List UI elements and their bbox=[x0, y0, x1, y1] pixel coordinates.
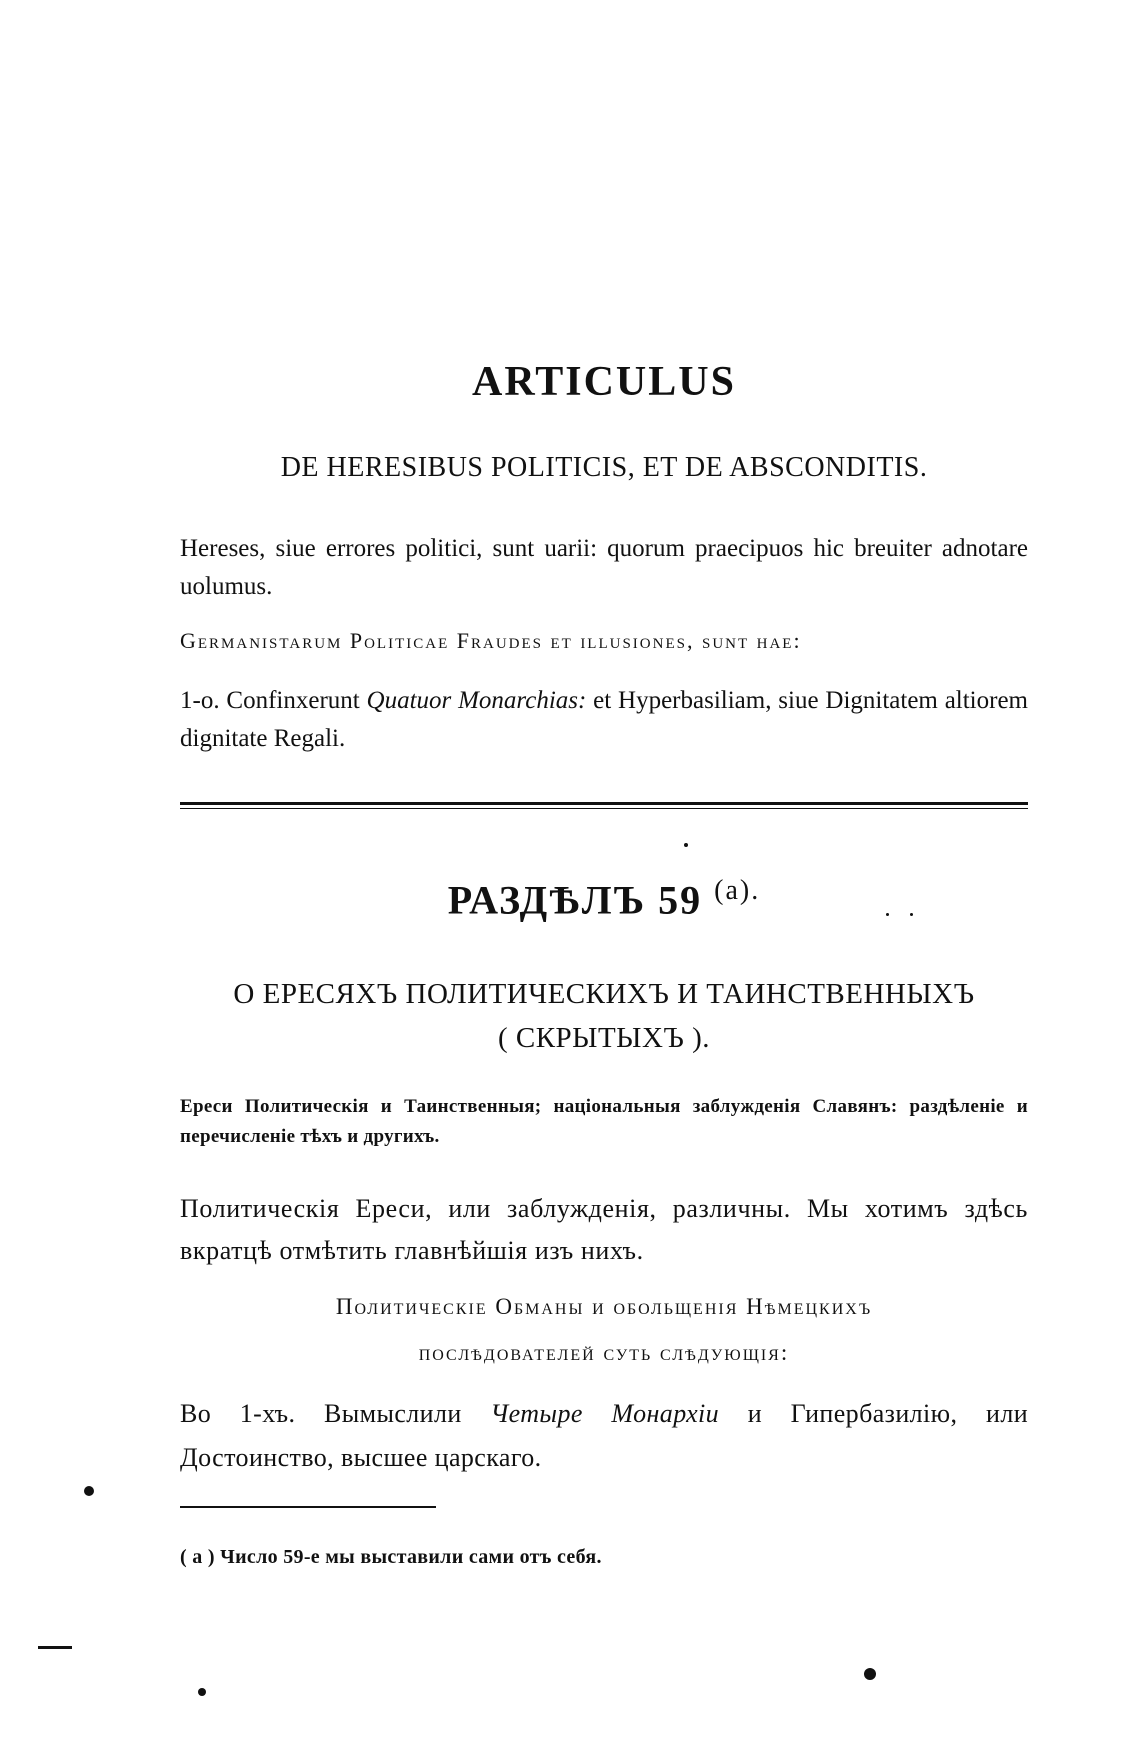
footnote-reference: (а). bbox=[714, 875, 761, 906]
latin-item-prefix: 1-o. Confinxerunt bbox=[180, 687, 360, 714]
scan-speck bbox=[84, 1486, 94, 1496]
footnote-text: ( а ) Число 59-е мы выставили сами отъ себя. bbox=[180, 1546, 602, 1568]
russian-subtitle-line-1: О ЕРЕСЯХЪ ПОЛИТИЧЕСКИХЪ И ТАИНСТВЕННЫХЪ bbox=[233, 978, 975, 1010]
russian-title-text: РАЗДѢЛЪ 59 bbox=[447, 877, 703, 923]
scan-speck bbox=[910, 913, 913, 916]
russian-subtitle-line-2: ( СКРЫТЫХЪ ). bbox=[497, 1022, 711, 1054]
footnote-rule bbox=[180, 1506, 436, 1508]
latin-item-suffix: et Hyperbasiliam, siue Dignitatem altiorem dignitate Regali. bbox=[180, 687, 1028, 752]
scan-mark bbox=[38, 1646, 72, 1649]
russian-section-subtitle bbox=[180, 972, 1028, 1060]
latin-intro-paragraph: Hereses, siue errores politici, sunt uarii: quorum praecipuos hic breuiter adnotare uolumus. bbox=[180, 535, 1028, 600]
russian-item-prefix: Во 1-хъ. Вымыслили bbox=[180, 1399, 462, 1428]
scan-speck bbox=[684, 843, 688, 847]
latin-item-italic: Quatuor Monarchias: bbox=[366, 687, 587, 714]
russian-item-suffix: и Гипербазилію, или Достоинство, высшее царскаго. bbox=[180, 1399, 1029, 1472]
latin-list-item bbox=[180, 682, 1028, 758]
scan-speck bbox=[864, 1668, 876, 1680]
russian-list-item bbox=[180, 1392, 1028, 1480]
russian-summary-paragraph: Ереси Политическія и Таинственныя; національныя заблужденія Славянъ: раздѣленіе и перечисленіе тѣхъ и другихъ. bbox=[180, 1096, 1028, 1147]
latin-article-subtitle: DE HERESIBUS POLITICIS, ET DE ABSCONDITIS. bbox=[280, 452, 928, 483]
section-divider-rule bbox=[180, 802, 1028, 809]
russian-intro-paragraph: Политическія Ереси, или заблужденія, различны. Мы хотимъ здѣсь вкратцѣ отмѣтить главнѣйшія изъ нихъ. bbox=[180, 1194, 1028, 1265]
russian-section-heading bbox=[180, 1284, 1028, 1376]
russian-heading-line-1: Политическіе Обманы и обольщенія Нѣмецкихъ bbox=[335, 1294, 873, 1319]
latin-article-title: ARTICULUS bbox=[472, 359, 736, 405]
russian-heading-line-2: послѣдователей суть слѣдующія: bbox=[418, 1340, 790, 1365]
latin-section-heading: Germanistarum Politicae Fraudes et illusiones, sunt hae: bbox=[180, 628, 802, 653]
scan-speck bbox=[198, 1688, 206, 1696]
russian-item-italic: Четыре Монархіи bbox=[490, 1399, 720, 1428]
scan-speck bbox=[886, 913, 889, 916]
russian-section-title bbox=[180, 875, 1028, 923]
